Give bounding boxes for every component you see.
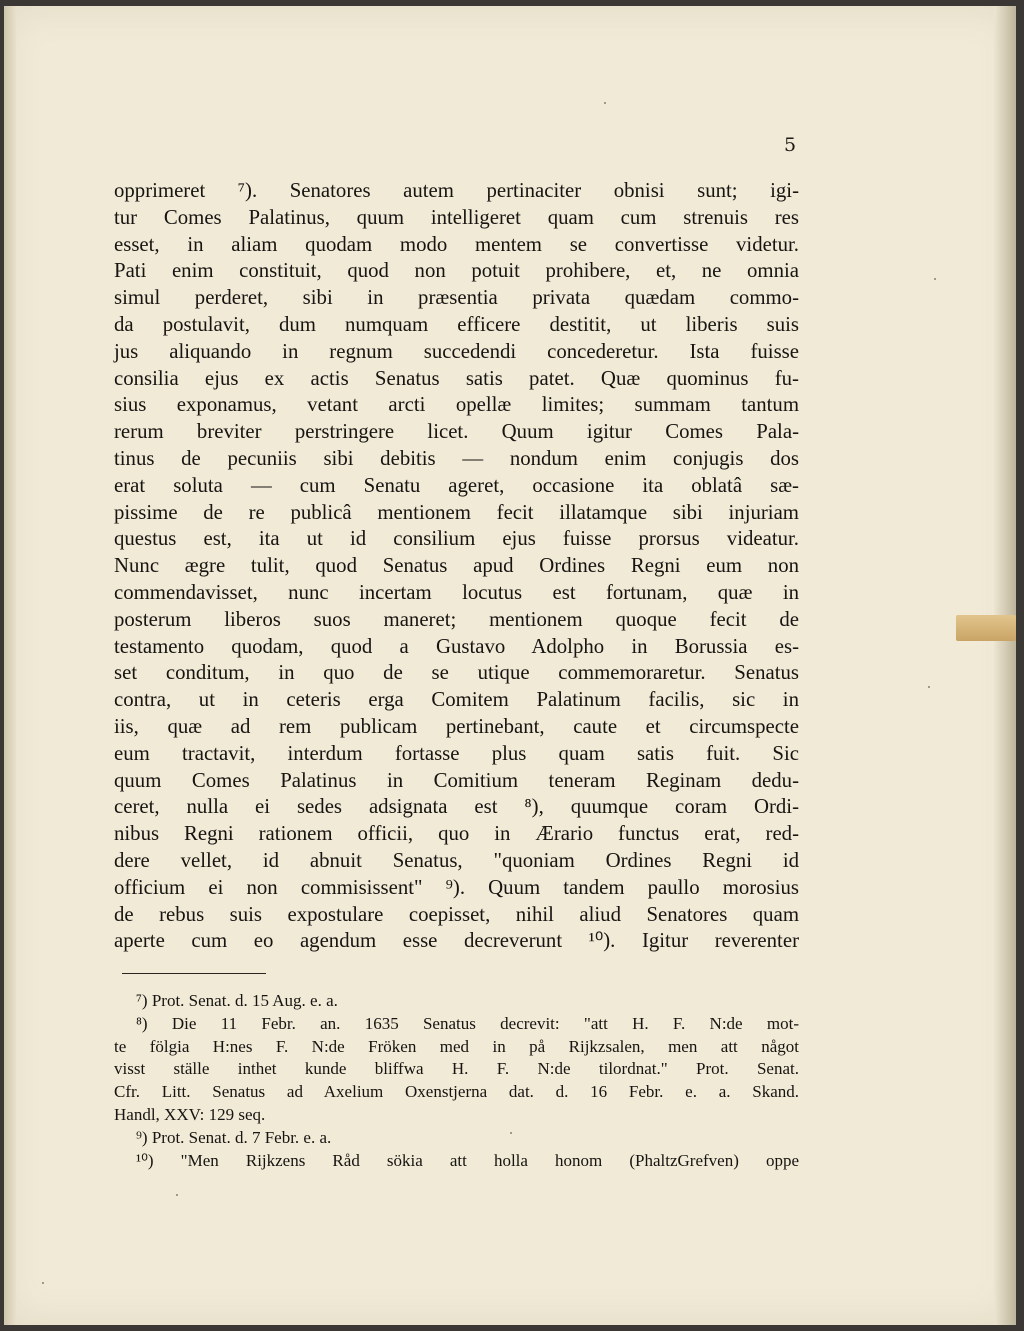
footnote-line: te fölgia H:nes F. N:de Fröken med in på Rijkzsalen, men att något xyxy=(114,1036,799,1056)
text-line: pissime de re publicâ mentionem fecit illatamque sibi injuriam xyxy=(114,500,799,524)
text-line: Nunc ægre tulit, quod Senatus apud Ordines Regni eum non xyxy=(114,554,799,578)
footnote-line: ¹⁰) "Men Rijkzens Råd sökia att holla honom (PhaltzGrefven) oppe xyxy=(136,1150,799,1170)
text-line: ceret, nulla ei sedes adsignata est ⁸), quumque coram Ordi- xyxy=(114,795,799,819)
text-line: quum Comes Palatinus in Comitium teneram Reginam dedu- xyxy=(114,768,799,792)
text-line: questus est, ita ut id consilium ejus fuisse prorsus videatur. xyxy=(114,527,799,551)
text-line: erat soluta — cum Senatu ageret, occasione ita oblatâ sæ- xyxy=(114,473,799,497)
page-fore-edge xyxy=(994,6,1016,1325)
text-line: tur Comes Palatinus, quum intelligeret quam cum strenuis res xyxy=(114,205,799,229)
page-gutter-edge xyxy=(4,6,16,1325)
book-page xyxy=(4,6,1016,1325)
text-line: simul perderet, sibi in præsentia privata quædam commo- xyxy=(114,286,799,310)
footnote-line: ⁷) Prot. Senat. d. 15 Aug. e. a. xyxy=(136,991,338,1010)
text-line: tinus de pecuniis sibi debitis — nondum enim conjugis dos xyxy=(114,446,799,470)
text-line: testamento quodam, quod a Gustavo Adolpho in Borussia es- xyxy=(114,634,799,658)
text-line: de rebus suis expostulare coepisset, nihil aliud Senatores quam xyxy=(114,902,799,926)
text-line: posterum liberos suos maneret; mentionem quoque fecit de xyxy=(114,607,799,631)
text-line: iis, quæ ad rem publicam pertinebant, caute et circumspecte xyxy=(114,714,799,738)
text-line: aperte cum eo agendum esse decreverunt ¹⁰). Igitur reverenter xyxy=(114,929,799,953)
footnote-line: visst ställe inthet kunde bliffwa H. F. N:de tilordnat." Prot. Senat. xyxy=(114,1059,799,1079)
text-line: da postulavit, dum numquam efficere destitit, ut liberis suis xyxy=(114,312,799,336)
text-line: opprimeret ⁷). Senatores autem pertinaciter obnisi sunt; igi- xyxy=(114,179,799,202)
text-line: esset, in aliam quodam modo mentem se convertisse videtur. xyxy=(114,232,799,256)
footnote-line: Cfr. Litt. Senatus ad Axelium Oxenstjerna dat. d. 16 Febr. e. a. Skand. xyxy=(114,1082,799,1102)
main-text xyxy=(114,178,799,955)
text-line: commendavisset, nunc incertam locutus est fortunam, quæ in xyxy=(114,580,799,604)
text-line: sius exponamus, vetant arcti opellæ limites; summam tantum xyxy=(114,393,799,417)
text-line: nibus Regni rationem officii, quo in Ærario functus erat, red- xyxy=(114,822,799,846)
text-line: set conditum, in quo de se utique commemoraretur. Senatus xyxy=(114,661,799,685)
footnotes xyxy=(114,990,799,1172)
text-line: rerum breviter perstringere licet. Quum igitur Comes Pala- xyxy=(114,420,799,444)
text-line: eum tractavit, interdum fortasse plus quam satis fuit. Sic xyxy=(114,741,799,765)
text-line: contra, ut in ceteris erga Comitem Palatinum facilis, sic in xyxy=(114,688,799,712)
footnote-separator-rule xyxy=(122,973,266,974)
text-line: Pati enim constituit, quod non potuit prohibere, et, ne omnia xyxy=(114,259,799,283)
text-line: dere vellet, id abnuit Senatus, "quoniam Ordines Regni id xyxy=(114,848,799,872)
text-line: jus aliquando in regnum succedendi concederetur. Ista fuisse xyxy=(114,339,799,363)
footnote-line: Handl, XXV: 129 seq. xyxy=(114,1104,266,1124)
footnote-line: ⁹) Prot. Senat. d. 7 Febr. e. a. xyxy=(136,1127,332,1147)
text-line: officium ei non commisissent" ⁹). Quum tandem paullo morosius xyxy=(114,875,799,899)
page-number: 5 xyxy=(784,134,797,156)
footnote-line: ⁸) Die 11 Febr. an. 1635 Senatus decrevit: "att H. F. N:de mot- xyxy=(136,1013,799,1033)
paper-bookmark-tab xyxy=(956,615,1016,641)
text-line: consilia ejus ex actis Senatus satis patet. Quæ quominus fu- xyxy=(114,366,799,390)
